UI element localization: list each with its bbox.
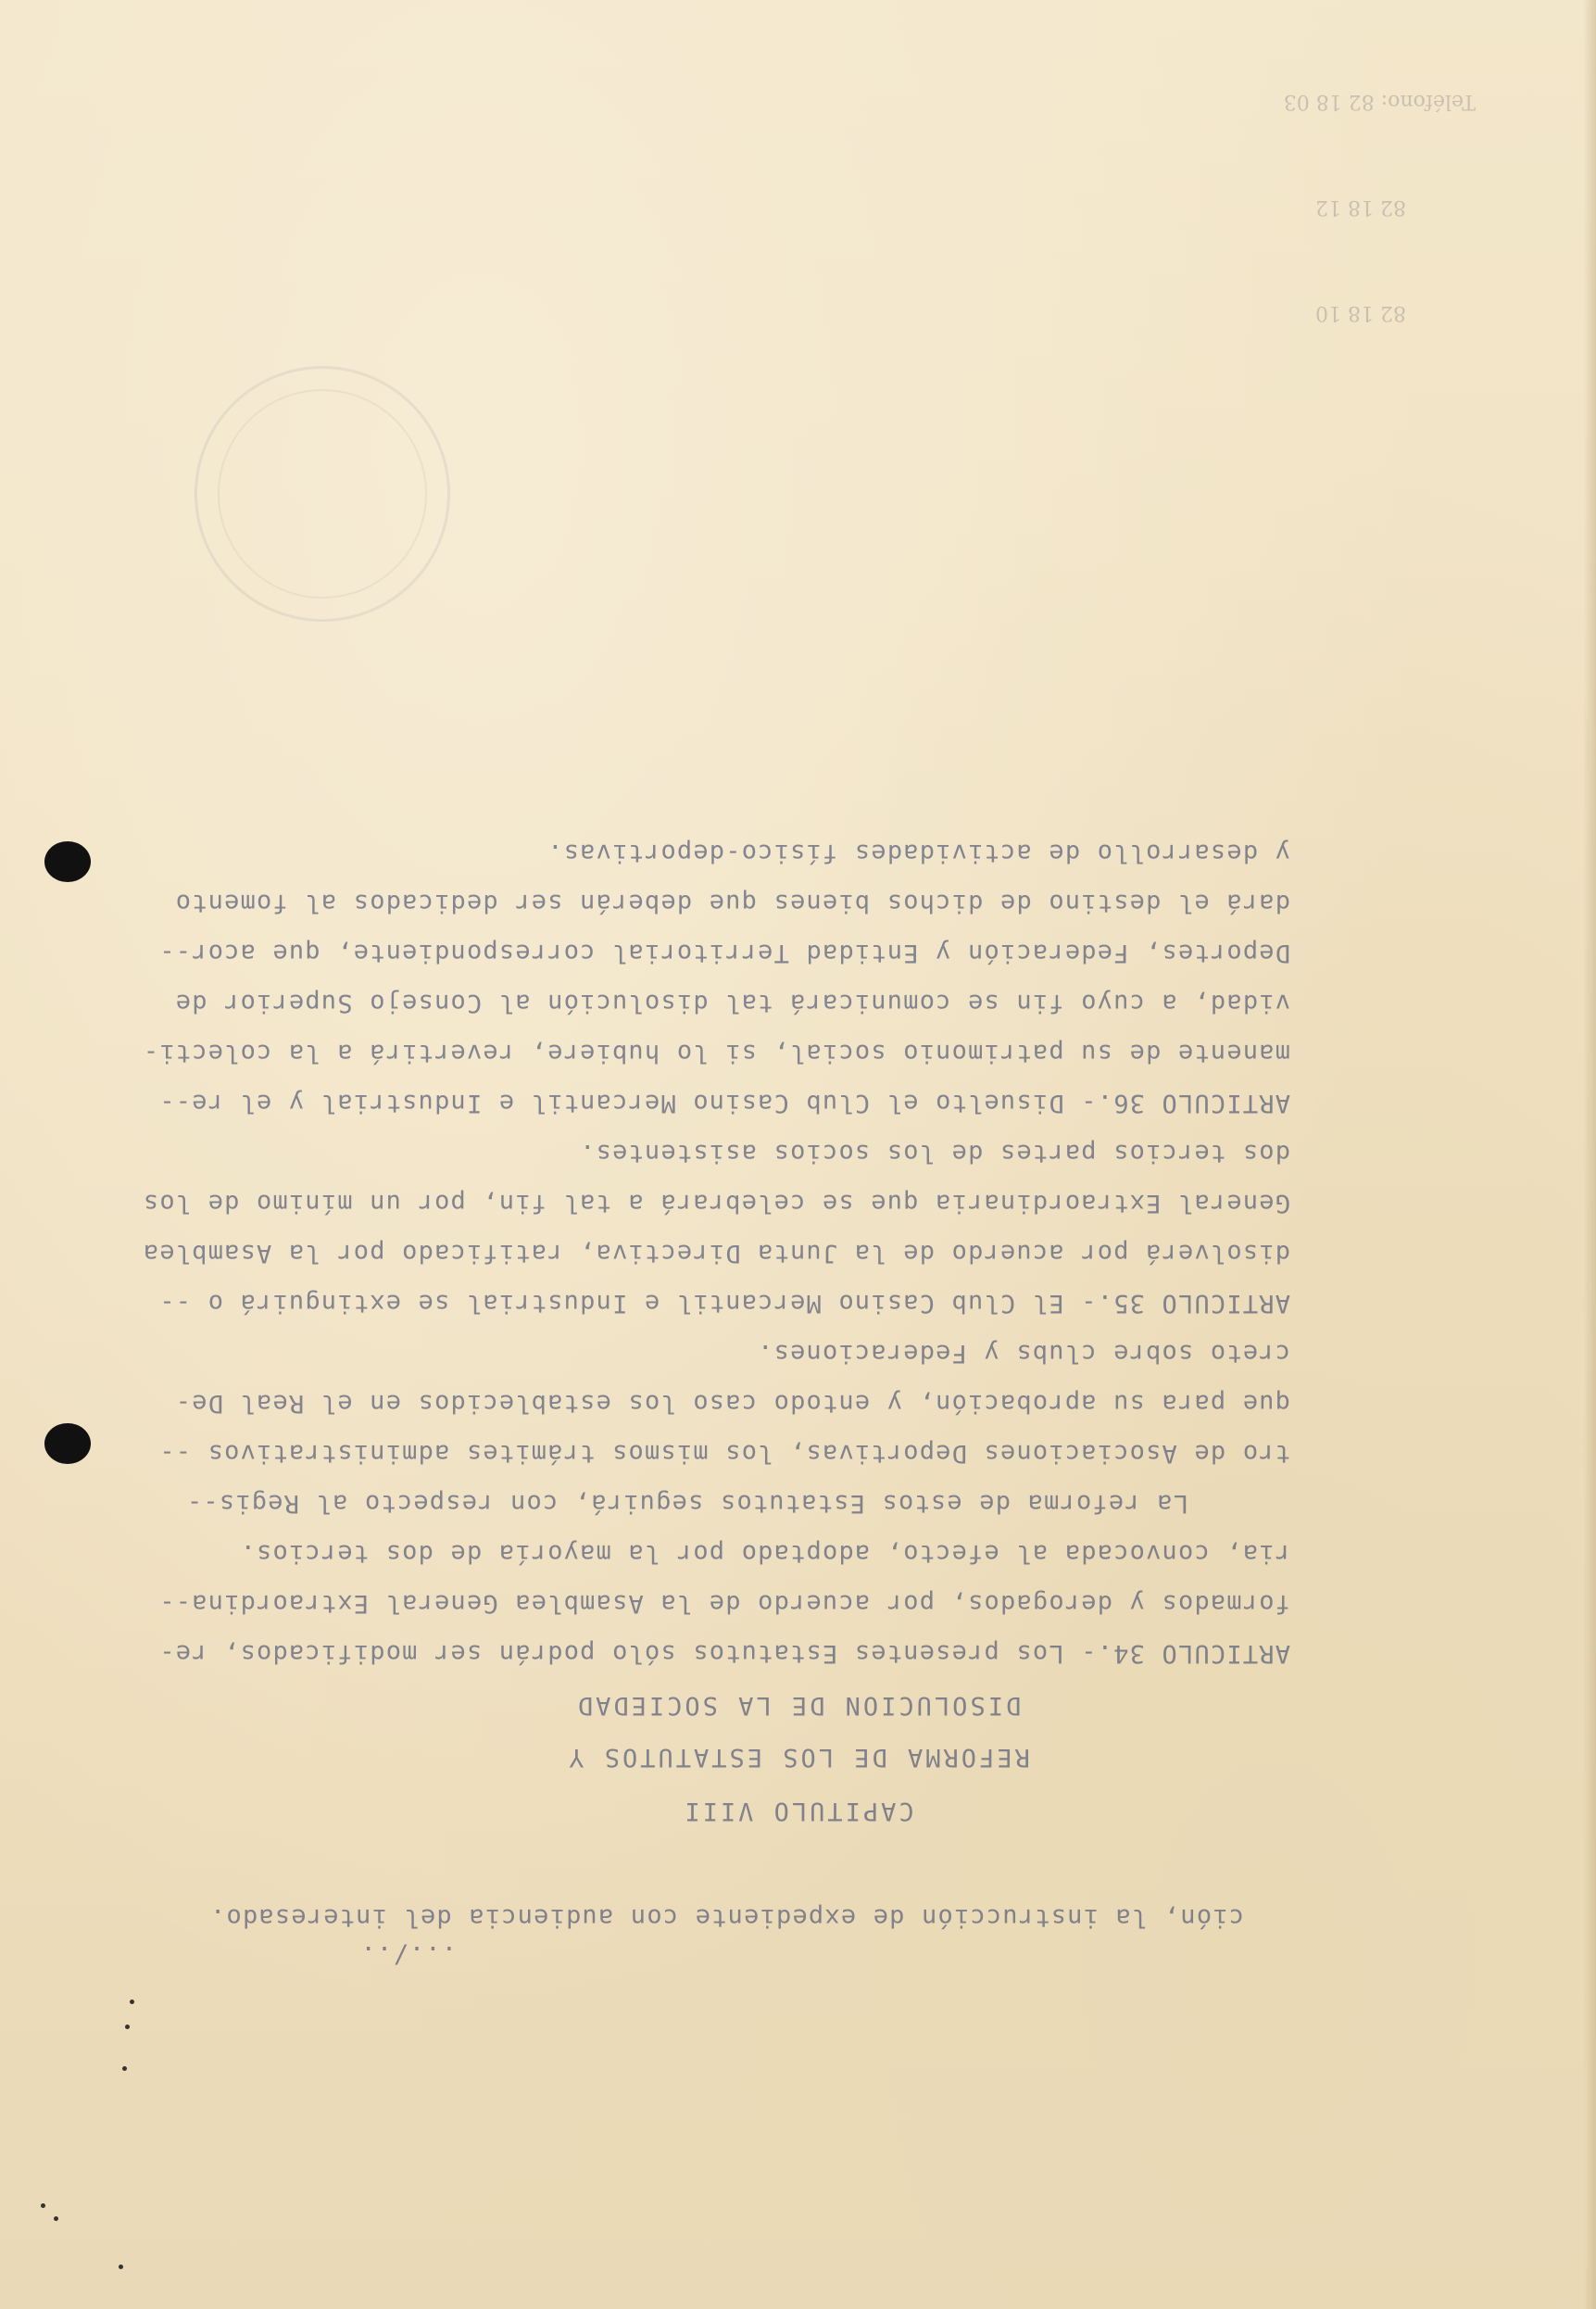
- text-line: tro de Asociaciones Deportivas, los mismos trámites administrativos --: [158, 1439, 1290, 1468]
- text-line: dos tercios partes de los socios asistentes.: [578, 1139, 1290, 1167]
- text-line: ARTICULO 34.- Los presentes Estatutos sólo podrán ser modificados, re-: [158, 1639, 1290, 1668]
- stamp-line: 82 18 10: [1315, 301, 1406, 324]
- text-line: Deportes, Federación y Entidad Territorial correspondiente, que acor--: [158, 939, 1290, 967]
- chapter-number: CAPITULO VIII: [682, 1797, 914, 1825]
- telephone-stamp: [1284, 13, 1476, 400]
- chapter-title-line1: REFORMA DE LOS ESTATUTOS Y: [566, 1743, 1030, 1772]
- text-line: dará el destino de dichos bienes que deberán ser dedicados al fomento: [174, 889, 1290, 917]
- chapter-title-line2: DISOLUCION DE LA SOCIEDAD: [574, 1691, 1022, 1720]
- typed-body: [142, 839, 1550, 2309]
- text-line: La reforma de estos Estatutos seguirá, con respecto al Regis--: [185, 1489, 1188, 1518]
- text-line: ria, convocada al efecto, adoptado por la mayoría de dos tercios.: [239, 1539, 1290, 1568]
- text-line: .../..: [359, 1940, 457, 1969]
- text-line: vidad, a cuyo fin se comunicará tal disolución al Consejo Superior de: [174, 989, 1290, 1017]
- text-line: que para su aprobación, y entodo caso los establecidos en el Real De-: [174, 1389, 1290, 1418]
- text-line: disolverá por acuerdo de la Junta Directiva, ratificado por la Asamblea: [142, 1239, 1290, 1268]
- text-line: ción, la instrucción de expediente con audiencia del interesado.: [208, 1903, 1244, 1932]
- text-line: ARTICULO 36.- Disuelto el Club Casino Mercantil e Industrial y el re--: [158, 1089, 1290, 1117]
- text-line: y desarrollo de actividades físico-deportivas.: [547, 839, 1290, 867]
- stamp-line: 82 18 12: [1315, 196, 1406, 219]
- stamp-line: Teléfono: 82 18 03: [1283, 90, 1476, 113]
- text-line: ARTICULO 35.- El Club Casino Mercantil e Industrial se extinguirá o --: [158, 1289, 1290, 1318]
- text-line: formados y derogados, por acuerdo de la Asamblea General Extraordina--: [158, 1589, 1290, 1618]
- text-line: creto sobre clubs y Federaciones.: [756, 1339, 1290, 1368]
- text-line: manente de su patrimonio social, si lo hubiere, revertirá a la colecti-: [142, 1039, 1290, 1067]
- text-line: General Extraordinaria que se celebrará a tal fin, por un mínimo de los: [142, 1189, 1290, 1218]
